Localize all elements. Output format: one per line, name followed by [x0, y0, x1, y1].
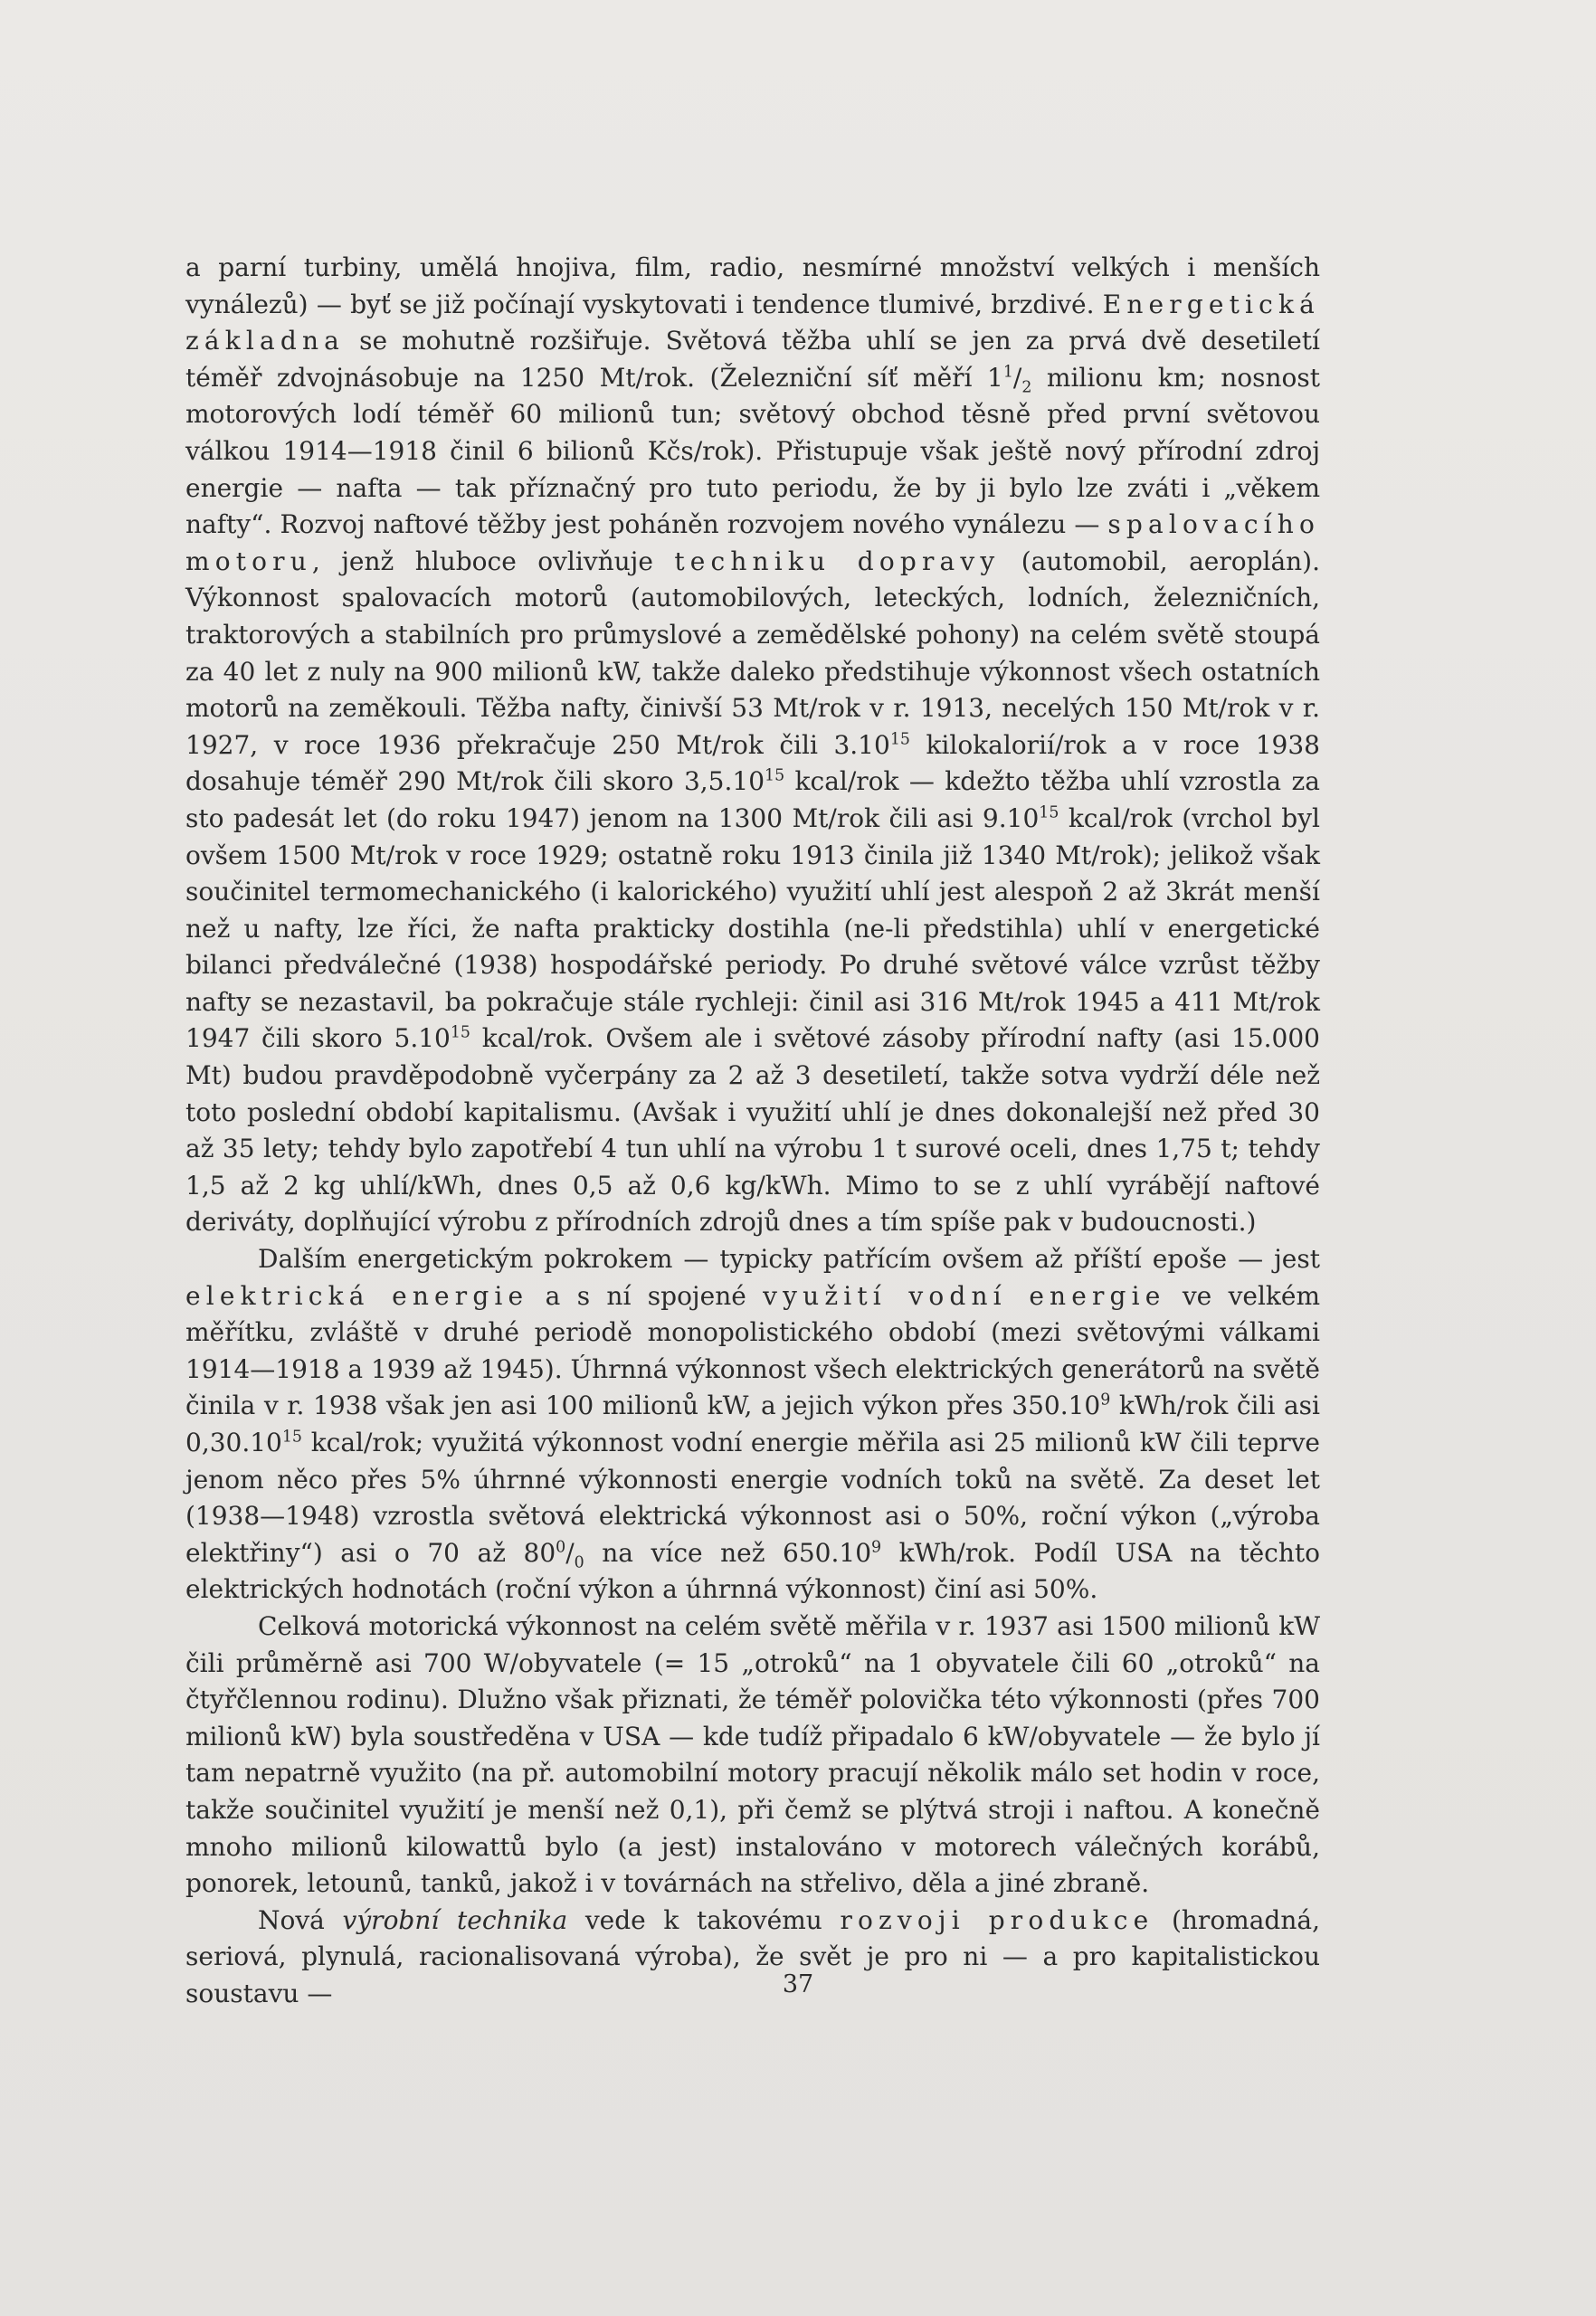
text-run: Nová [258, 1904, 343, 1935]
spaced-emphasis: rozvoji produkce [840, 1904, 1154, 1935]
text-run: kcal/rok. Ovšem ale i světové zásoby přírodní nafty (asi 15.000 Mt) budou pravděpodobně vyčerpány za 2 až 3 desetiletí, takže sotva vydrží déle než toto poslední období kapitalismu. (Avšak i využití uhlí je dnes dokonalejší než před 30 až 35 lety; tehdy bylo zapotřebí 4 tun uhlí na výrobu 1 t surové oceli, dnes 1,75 t; tehdy 1,5 až 2 kg uhlí/kWh, dnes 0,5 až 0,6 kg/kWh. Mimo to se z uhlí vyrábějí naftové deriváty, doplňující výrobu z přírodních zdrojů dnes a tím spíše pak v budoucnosti.) [185, 1023, 1320, 1238]
superscript: 15 [450, 1024, 470, 1043]
text-run: kilokalorií/rok a v roce 1938 dosahuje téměř 290 Mt/rok čili skoro 3,5.10 [185, 729, 1320, 797]
text-run: kWh/rok. Podíl USA na těchto elektrických hodnotách (roční výkon a úhrnná výkonnost) činí asi 50%. [185, 1537, 1320, 1605]
spaced-emphasis: spalovacího motoru [185, 509, 1320, 576]
text-run: / [1012, 362, 1022, 393]
paragraph-motor-capacity [185, 1609, 1320, 1903]
italic-emphasis: výrobní technika [342, 1904, 568, 1935]
spaced-emphasis: Energetická základna [185, 289, 1320, 356]
superscript: 15 [1039, 803, 1059, 822]
superscript: 9 [871, 1538, 882, 1557]
text-run: kcal/rok; využitá výkonnost vodní energie měřila asi 25 milionů kW čili teprve jenom něco přes 5% úhrnné výkonnosti energie vodních toků na světě. Za deset let (1938—1948) vzrostla světová elektrická výkonnost asi o 50%, roční výkon („výroba elektřiny“) asi o 70 až 80 [185, 1428, 1320, 1568]
spaced-emphasis: využití vodní energie [763, 1280, 1166, 1311]
superscript: 9 [1100, 1391, 1111, 1410]
page-number: 37 [782, 1970, 814, 1998]
paragraph-electric-energy [185, 1241, 1320, 1609]
spaced-emphasis: elektrická energie [185, 1280, 529, 1311]
text-run: se mohutně rozšiřuje. Světová těžba uhlí se jen za prvá dvě desetiletí téměř zdvojnásobuje na 1250 Mt/rok. (Železniční síť měří 1 [185, 326, 1320, 393]
text-run: Celková motorická výkonnost na celém světě měřila v r. 1937 asi 1500 milionů kW čili průměrně asi 700 W/obyvatele (= 15 „otroků“ na 1 obyvatele čili 60 „otroků“ na čtyřčlennou rodinu). Dlužno však přiznati, že téměř polovička této výkonnosti (přes 700 milionů kW) byla soustředěna v USA — kde tudíž připadalo 6 kW/obyvatele — že bylo jí tam nepatrně využito (na př. automobilní motory pracují několik málo set hodin v roce, takže součinitel využití je menší než 0,1), při čemž se plýtvá stroji i naftou. A konečně mnoho milionů kilowattů bylo (a jest) instalováno v motorech válečných korábů, ponorek, letounů, tanků, jakož i v továrnách na střelivo, děla a jiné zbraně. [185, 1610, 1320, 1899]
subscript: 2 [1021, 378, 1032, 397]
body-text [185, 250, 1320, 2013]
text-run: milionu km; nosnost motorových lodí téměř 60 milionů tun; světový obchod těsně před první světovou válkou 1914—1918 činil 6 bilionů Kčs/rok). Přistupuje však ještě nový přírodní zdroj energie — nafta — tak příznačný pro tuto periodu, že by ji bylo lze zváti i „věkem nafty“. Rozvoj naftové těžby jest poháněn rozvojem nového vynálezu — [185, 362, 1321, 540]
superscript: 0 [556, 1538, 566, 1557]
subscript: 0 [574, 1553, 584, 1572]
text-run: na více než 650.10 [584, 1537, 872, 1568]
text-run: , jenž hluboce ovlivňuje [311, 546, 675, 576]
text-run: kcal/rok — kdežto těžba uhlí vzrostla za sto padesát let (do roku 1947) jenom na 1300 Mt/rok čili asi 9.10 [185, 766, 1320, 833]
text-run: a parní turbiny, umělá hnojiva, film, radio, nesmírné množství velkých i menších vynálezů) — byť se již počínají vyskytovati i tendence tlumivé, brzdivé. [185, 252, 1320, 319]
superscript: 15 [889, 730, 910, 749]
text-run: a s ní spojené [528, 1280, 764, 1311]
superscript: 15 [765, 766, 785, 785]
superscript: 15 [281, 1428, 302, 1447]
text-run: ve velkém měřítku, zvláště v druhé periodě monopolistického období (mezi světovými válkami 1914—1918 a 1939 až 1945). Úhrnná výkonnost všech elektrických generátorů na světě činila v r. 1938 však jen asi 100 milionů kW, a jejich výkon přes 350.10 [185, 1280, 1321, 1421]
text-run: kcal/rok (vrchol byl ovšem 1500 Mt/rok v roce 1929; ostatně roku 1913 činila již 1340 Mt/rok); jelikož však součinitel termomechanického (i kalorického) využití uhlí jest alespoň 2 až 3krát menší než u nafty, lze říci, že nafta prakticky dostihla (ne-li předstihla) uhlí v energetické bilanci předválečné (1938) hospodářské periody. Po druhé světové válce vzrůst těžby nafty se nezastavil, ba pokračuje stále rychleji: činil asi 316 Mt/rok 1945 a 411 Mt/rok 1947 čili skoro 5.10 [185, 802, 1320, 1054]
text-run: kWh/rok čili asi 0,30.10 [185, 1391, 1320, 1457]
text-run: (automobil, aeroplán). Výkonnost spalovacích motorů (automobilových, leteckých, lodních, železničních, traktorových a stabilních pro průmyslové a zemědělské pohony) na celém světě stoupá za 40 let z nuly na 900 milionů kW, takže daleko předstihuje výkonnost všech ostatních motorů na zeměkouli. Těžba nafty, činivší 53 Mt/rok v r. 1913, necelých 150 Mt/rok v r. 1927, v roce 1936 překračuje 250 Mt/rok čili 3.10 [185, 546, 1320, 760]
text-run: / [565, 1537, 575, 1568]
superscript: 1 [1002, 363, 1013, 382]
text-run: (hromadná, seriová, plynulá, racionalisovaná výroba), že svět je pro ni — a pro kapitalistickou soustavu — [185, 1904, 1320, 2008]
text-run: vede k takovému [567, 1904, 841, 1935]
paragraph-energy-base [185, 250, 1320, 1241]
spaced-emphasis: techniku dopravy [674, 546, 1001, 576]
text-run: Dalším energetickým pokrokem — typicky patřícím ovšem až příští epoše — jest [258, 1244, 1320, 1275]
